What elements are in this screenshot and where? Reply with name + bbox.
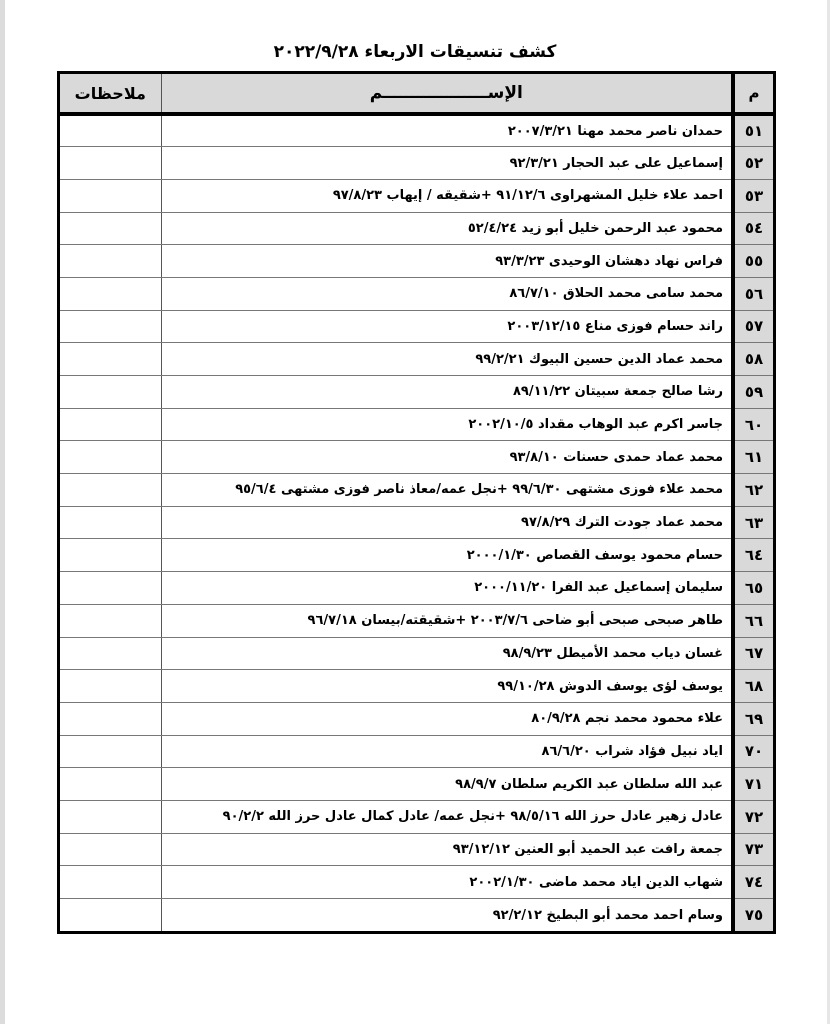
row-name: محمد عماد الدين حسين البيوك ٩٩/٢/٢١ — [475, 351, 723, 367]
table-row — [60, 539, 773, 572]
row-name: عبد الله سلطان عبد الكريم سلطان ٩٨/٩/٧ — [455, 776, 723, 792]
row-name-cell — [161, 899, 733, 932]
row-name-cell — [161, 637, 733, 670]
row-name-cell — [161, 179, 733, 212]
table-row — [60, 310, 773, 343]
page-edge-left — [0, 0, 5, 1024]
row-name: يوسف لؤى يوسف الدوش ٩٩/١٠/٢٨ — [497, 678, 723, 694]
row-number: ٥٨ — [733, 343, 773, 376]
row-name-cell — [161, 441, 733, 474]
row-name: علاء محمود محمد نجم ٨٠/٩/٢٨ — [531, 711, 723, 727]
row-name-cell — [161, 376, 733, 409]
row-name: محمد عماد حمدى حسنات ٩٣/٨/١٠ — [509, 449, 723, 465]
row-notes — [60, 539, 161, 572]
table-row — [60, 245, 773, 278]
row-name: رشا صالح جمعة سبيتان ٨٩/١١/٢٢ — [512, 384, 723, 400]
coordination-table — [57, 71, 776, 934]
row-name: محمود عبد الرحمن خليل أبو زيد ٥٢/٤/٢٤ — [467, 220, 723, 236]
row-name: جاسر اكرم عبد الوهاب مقداد ٢٠٠٢/١٠/٥ — [468, 417, 723, 433]
row-number: ٦٠ — [733, 408, 773, 441]
row-name-cell — [161, 506, 733, 539]
table-row — [60, 800, 773, 833]
row-number: ٥٧ — [733, 310, 773, 343]
row-name: عادل زهير عادل حرز الله ٩٨/٥/١٦ +نجل عمه/ عادل كمال عادل حرز الله ٩٠/٢/٢ — [222, 809, 723, 825]
table-row — [60, 441, 773, 474]
row-notes — [60, 114, 161, 147]
row-name-cell — [161, 800, 733, 833]
table-body — [60, 114, 773, 931]
row-notes — [60, 277, 161, 310]
row-number: ٦٦ — [733, 604, 773, 637]
row-notes — [60, 179, 161, 212]
row-number: ٧٣ — [733, 833, 773, 866]
row-name: جمعة رافت عبد الحميد أبو العنين ٩٣/١٢/١٢ — [452, 841, 723, 857]
row-name: حسام محمود يوسف القصاص ٢٠٠٠/١/٣٠ — [466, 547, 723, 563]
table-row — [60, 408, 773, 441]
table-row — [60, 474, 773, 507]
row-number: ٧٥ — [733, 899, 773, 932]
row-number: ٧٤ — [733, 866, 773, 899]
row-number: ٦٥ — [733, 572, 773, 605]
row-name-cell — [161, 670, 733, 703]
row-number: ٥٣ — [733, 179, 773, 212]
table-row — [60, 506, 773, 539]
row-name-cell — [161, 572, 733, 605]
table-row — [60, 147, 773, 180]
table-row — [60, 179, 773, 212]
row-name-cell — [161, 114, 733, 147]
row-notes — [60, 212, 161, 245]
row-notes — [60, 670, 161, 703]
table-row — [60, 114, 773, 147]
row-name: محمد عماد جودت الترك ٩٧/٨/٢٩ — [521, 515, 723, 531]
row-notes — [60, 702, 161, 735]
row-number: ٦٢ — [733, 474, 773, 507]
row-name-cell — [161, 277, 733, 310]
row-name: طاهر صبحى صبحى أبو ضاحى ٢٠٠٣/٧/٦ +شقيقته/بيسان ٩٦/٧/١٨ — [307, 613, 723, 629]
row-number: ٥١ — [733, 114, 773, 147]
row-name-cell — [161, 147, 733, 180]
table-header-row — [60, 74, 773, 114]
document-title: كشف تنسيقات الاربعاء ٢٠٢٢/٩/٢٨ — [273, 42, 557, 62]
table-row — [60, 702, 773, 735]
table-row — [60, 343, 773, 376]
names-table — [60, 74, 773, 931]
row-name: فراس نهاد دهشان الوحيدى ٩٣/٣/٢٣ — [495, 253, 723, 269]
table-row — [60, 768, 773, 801]
row-number: ٥٥ — [733, 245, 773, 278]
table-row — [60, 833, 773, 866]
row-number: ٥٦ — [733, 277, 773, 310]
row-notes — [60, 899, 161, 932]
table-row — [60, 277, 773, 310]
row-notes — [60, 310, 161, 343]
row-notes — [60, 866, 161, 899]
row-number: ٧٠ — [733, 735, 773, 768]
table-row — [60, 212, 773, 245]
row-number: ٧١ — [733, 768, 773, 801]
row-name: إسماعيل على عبد الحجار ٩٢/٣/٢١ — [509, 155, 723, 171]
row-name: محمد علاء فوزى مشتهى ٩٩/٦/٣٠ +نجل عمه/معاذ ناصر فوزى مشتهى ٩٥/٦/٤ — [235, 482, 723, 498]
table-row — [60, 866, 773, 899]
row-number: ٦٤ — [733, 539, 773, 572]
row-name-cell — [161, 866, 733, 899]
header-notes: ملاحظات — [60, 74, 161, 114]
row-name-cell — [161, 474, 733, 507]
row-number: ٥٤ — [733, 212, 773, 245]
table-row — [60, 604, 773, 637]
row-notes — [60, 768, 161, 801]
row-notes — [60, 376, 161, 409]
row-notes — [60, 343, 161, 376]
row-notes — [60, 637, 161, 670]
row-name: محمد سامى محمد الحلاق ٨٦/٧/١٠ — [509, 286, 723, 302]
table-row — [60, 899, 773, 932]
table-row — [60, 572, 773, 605]
row-name: شهاب الدين اياد محمد ماضى ٢٠٠٢/١/٣٠ — [469, 874, 723, 890]
row-name-cell — [161, 310, 733, 343]
row-name-cell — [161, 702, 733, 735]
row-notes — [60, 408, 161, 441]
table-row — [60, 670, 773, 703]
row-notes — [60, 441, 161, 474]
row-notes — [60, 474, 161, 507]
row-number: ٦٧ — [733, 637, 773, 670]
row-notes — [60, 245, 161, 278]
row-notes — [60, 572, 161, 605]
row-number: ٧٢ — [733, 800, 773, 833]
row-name-cell — [161, 539, 733, 572]
row-name: راند حسام فوزى مناع ٢٠٠٣/١٢/١٥ — [507, 318, 723, 334]
row-notes — [60, 735, 161, 768]
row-number: ٦١ — [733, 441, 773, 474]
table-row — [60, 376, 773, 409]
header-name: الإســــــــــــــــــم — [161, 74, 733, 114]
row-notes — [60, 147, 161, 180]
row-name: غسان دياب محمد الأميطل ٩٨/٩/٢٣ — [502, 645, 723, 661]
row-name: احمد علاء خليل المشهراوى ٩١/١٢/٦ +شقيقه / إيهاب ٩٧/٨/٢٣ — [332, 188, 723, 204]
row-notes — [60, 506, 161, 539]
row-name-cell — [161, 408, 733, 441]
row-notes — [60, 800, 161, 833]
header-number: م — [733, 74, 773, 114]
row-name: اياد نبيل فؤاد شراب ٨٦/٦/٢٠ — [541, 743, 723, 759]
row-name: سليمان إسماعيل عبد الفرا ٢٠٠٠/١١/٢٠ — [474, 580, 723, 596]
row-name-cell — [161, 833, 733, 866]
row-name-cell — [161, 735, 733, 768]
row-number: ٥٩ — [733, 376, 773, 409]
row-number: ٦٨ — [733, 670, 773, 703]
table-row — [60, 637, 773, 670]
row-number: ٦٩ — [733, 702, 773, 735]
row-name-cell — [161, 768, 733, 801]
row-name: حمدان ناصر محمد مهنا ٢٠٠٧/٣/٢١ — [507, 123, 723, 139]
row-name-cell — [161, 212, 733, 245]
row-number: ٥٢ — [733, 147, 773, 180]
row-name-cell — [161, 343, 733, 376]
table-row — [60, 735, 773, 768]
row-name: وسام احمد محمد أبو البطيخ ٩٢/٢/١٢ — [492, 907, 723, 923]
row-number: ٦٣ — [733, 506, 773, 539]
row-notes — [60, 604, 161, 637]
row-name-cell — [161, 245, 733, 278]
row-notes — [60, 833, 161, 866]
row-name-cell — [161, 604, 733, 637]
